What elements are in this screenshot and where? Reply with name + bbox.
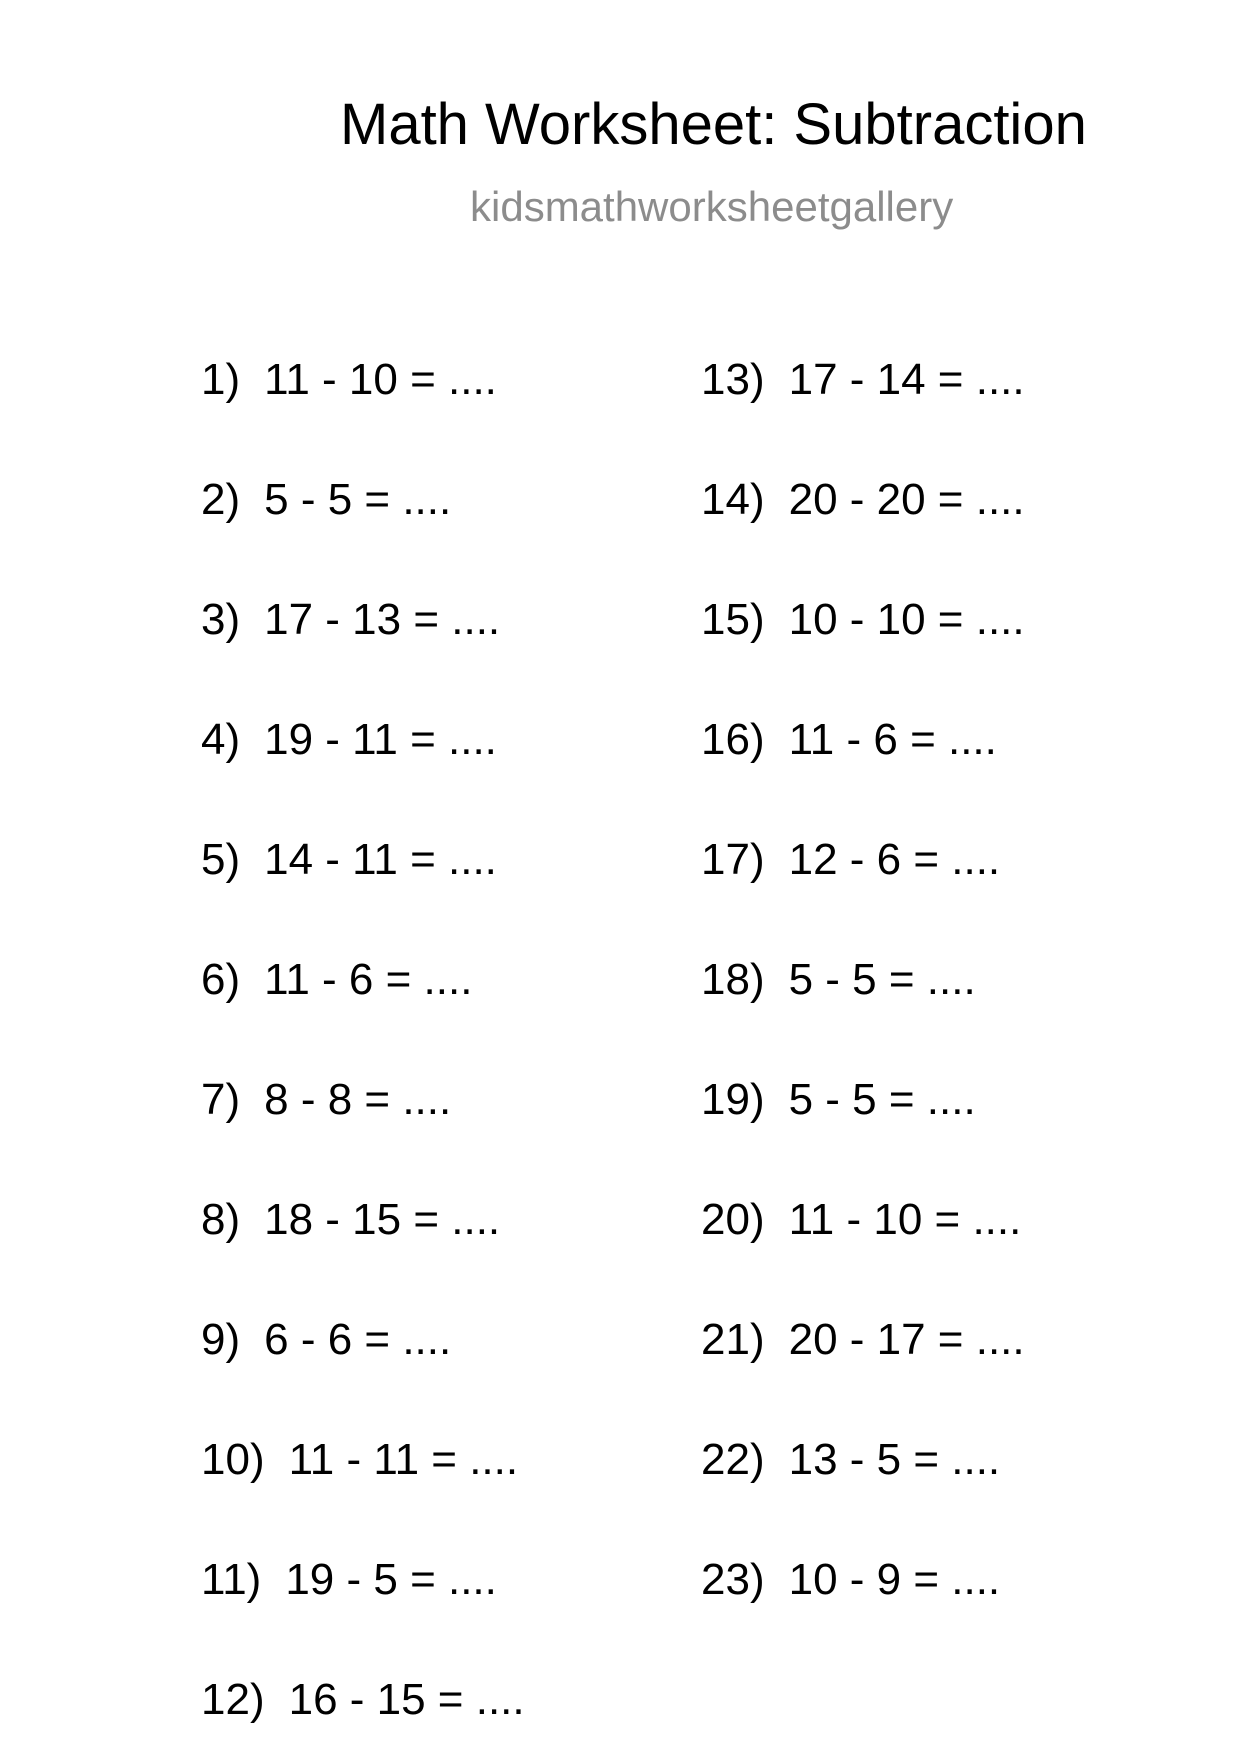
problem-number: 12) <box>201 1675 265 1724</box>
problem-number: 1) <box>201 355 241 404</box>
problem-expression: 10 - 9 = .... <box>788 1555 1001 1604</box>
problem-item <box>201 835 497 884</box>
problem-number: 7) <box>201 1075 241 1124</box>
problem-expression: 20 - 20 = .... <box>788 475 1025 524</box>
problem-number: 9) <box>201 1315 241 1364</box>
problem-number: 17) <box>701 835 765 884</box>
problem-item <box>701 595 1025 644</box>
problem-number: 4) <box>201 715 241 764</box>
problem-item <box>201 475 452 524</box>
problem-number: 18) <box>701 955 765 1004</box>
problem-number: 11) <box>201 1555 262 1604</box>
problem-number: 6) <box>201 955 241 1004</box>
problem-number: 21) <box>701 1315 765 1364</box>
problem-expression: 13 - 5 = .... <box>788 1435 1001 1484</box>
problem-expression: 18 - 15 = .... <box>264 1195 501 1244</box>
problem-expression: 17 - 14 = .... <box>788 355 1025 404</box>
problem-item <box>701 475 1025 524</box>
problem-number: 20) <box>701 1195 765 1244</box>
problem-item <box>201 1675 525 1724</box>
problem-item <box>701 955 976 1004</box>
problem-item <box>201 1555 497 1604</box>
problem-item <box>201 595 501 644</box>
problem-expression: 8 - 8 = .... <box>264 1075 452 1124</box>
problem-item <box>201 715 497 764</box>
problem-item <box>201 1075 452 1124</box>
problem-expression: 12 - 6 = .... <box>788 835 1001 884</box>
problem-expression: 5 - 5 = .... <box>264 475 452 524</box>
problem-number: 16) <box>701 715 765 764</box>
problem-item <box>201 1195 501 1244</box>
problem-expression: 5 - 5 = .... <box>788 1075 976 1124</box>
problem-number: 19) <box>701 1075 765 1124</box>
problem-item <box>201 355 497 404</box>
problem-number: 2) <box>201 475 241 524</box>
problem-item <box>701 1195 1022 1244</box>
problem-item <box>701 355 1025 404</box>
problem-expression: 11 - 11 = .... <box>288 1435 519 1484</box>
problem-expression: 19 - 5 = .... <box>285 1555 497 1604</box>
problem-expression: 16 - 15 = .... <box>288 1675 525 1724</box>
problem-number: 23) <box>701 1555 765 1604</box>
problem-expression: 17 - 13 = .... <box>264 595 501 644</box>
problem-number: 13) <box>701 355 765 404</box>
problem-item <box>201 955 473 1004</box>
problem-number: 5) <box>201 835 241 884</box>
page-subtitle: kidsmathworksheetgallery <box>470 183 954 230</box>
problem-item <box>201 1315 452 1364</box>
problem-expression: 11 - 10 = .... <box>788 1195 1022 1244</box>
page-title: Math Worksheet: Subtraction <box>340 92 1087 157</box>
problem-expression: 11 - 10 = .... <box>264 355 497 404</box>
problem-expression: 5 - 5 = .... <box>788 955 976 1004</box>
problem-expression: 14 - 11 = .... <box>264 835 497 884</box>
problem-item <box>201 1435 519 1484</box>
problem-item <box>701 715 997 764</box>
problem-expression: 6 - 6 = .... <box>264 1315 452 1364</box>
problem-expression: 11 - 6 = .... <box>788 715 997 764</box>
problem-number: 8) <box>201 1195 241 1244</box>
problem-number: 14) <box>701 475 765 524</box>
problem-number: 3) <box>201 595 241 644</box>
problem-number: 22) <box>701 1435 765 1484</box>
problem-item <box>701 1315 1025 1364</box>
problem-number: 15) <box>701 595 765 644</box>
problem-item <box>701 1075 976 1124</box>
problem-expression: 10 - 10 = .... <box>788 595 1025 644</box>
problem-expression: 19 - 11 = .... <box>264 715 497 764</box>
problem-item <box>701 835 1001 884</box>
problem-expression: 20 - 17 = .... <box>788 1315 1025 1364</box>
problem-item <box>701 1435 1001 1484</box>
problem-item <box>701 1555 1001 1604</box>
problem-number: 10) <box>201 1435 265 1484</box>
problem-expression: 11 - 6 = .... <box>264 955 473 1004</box>
